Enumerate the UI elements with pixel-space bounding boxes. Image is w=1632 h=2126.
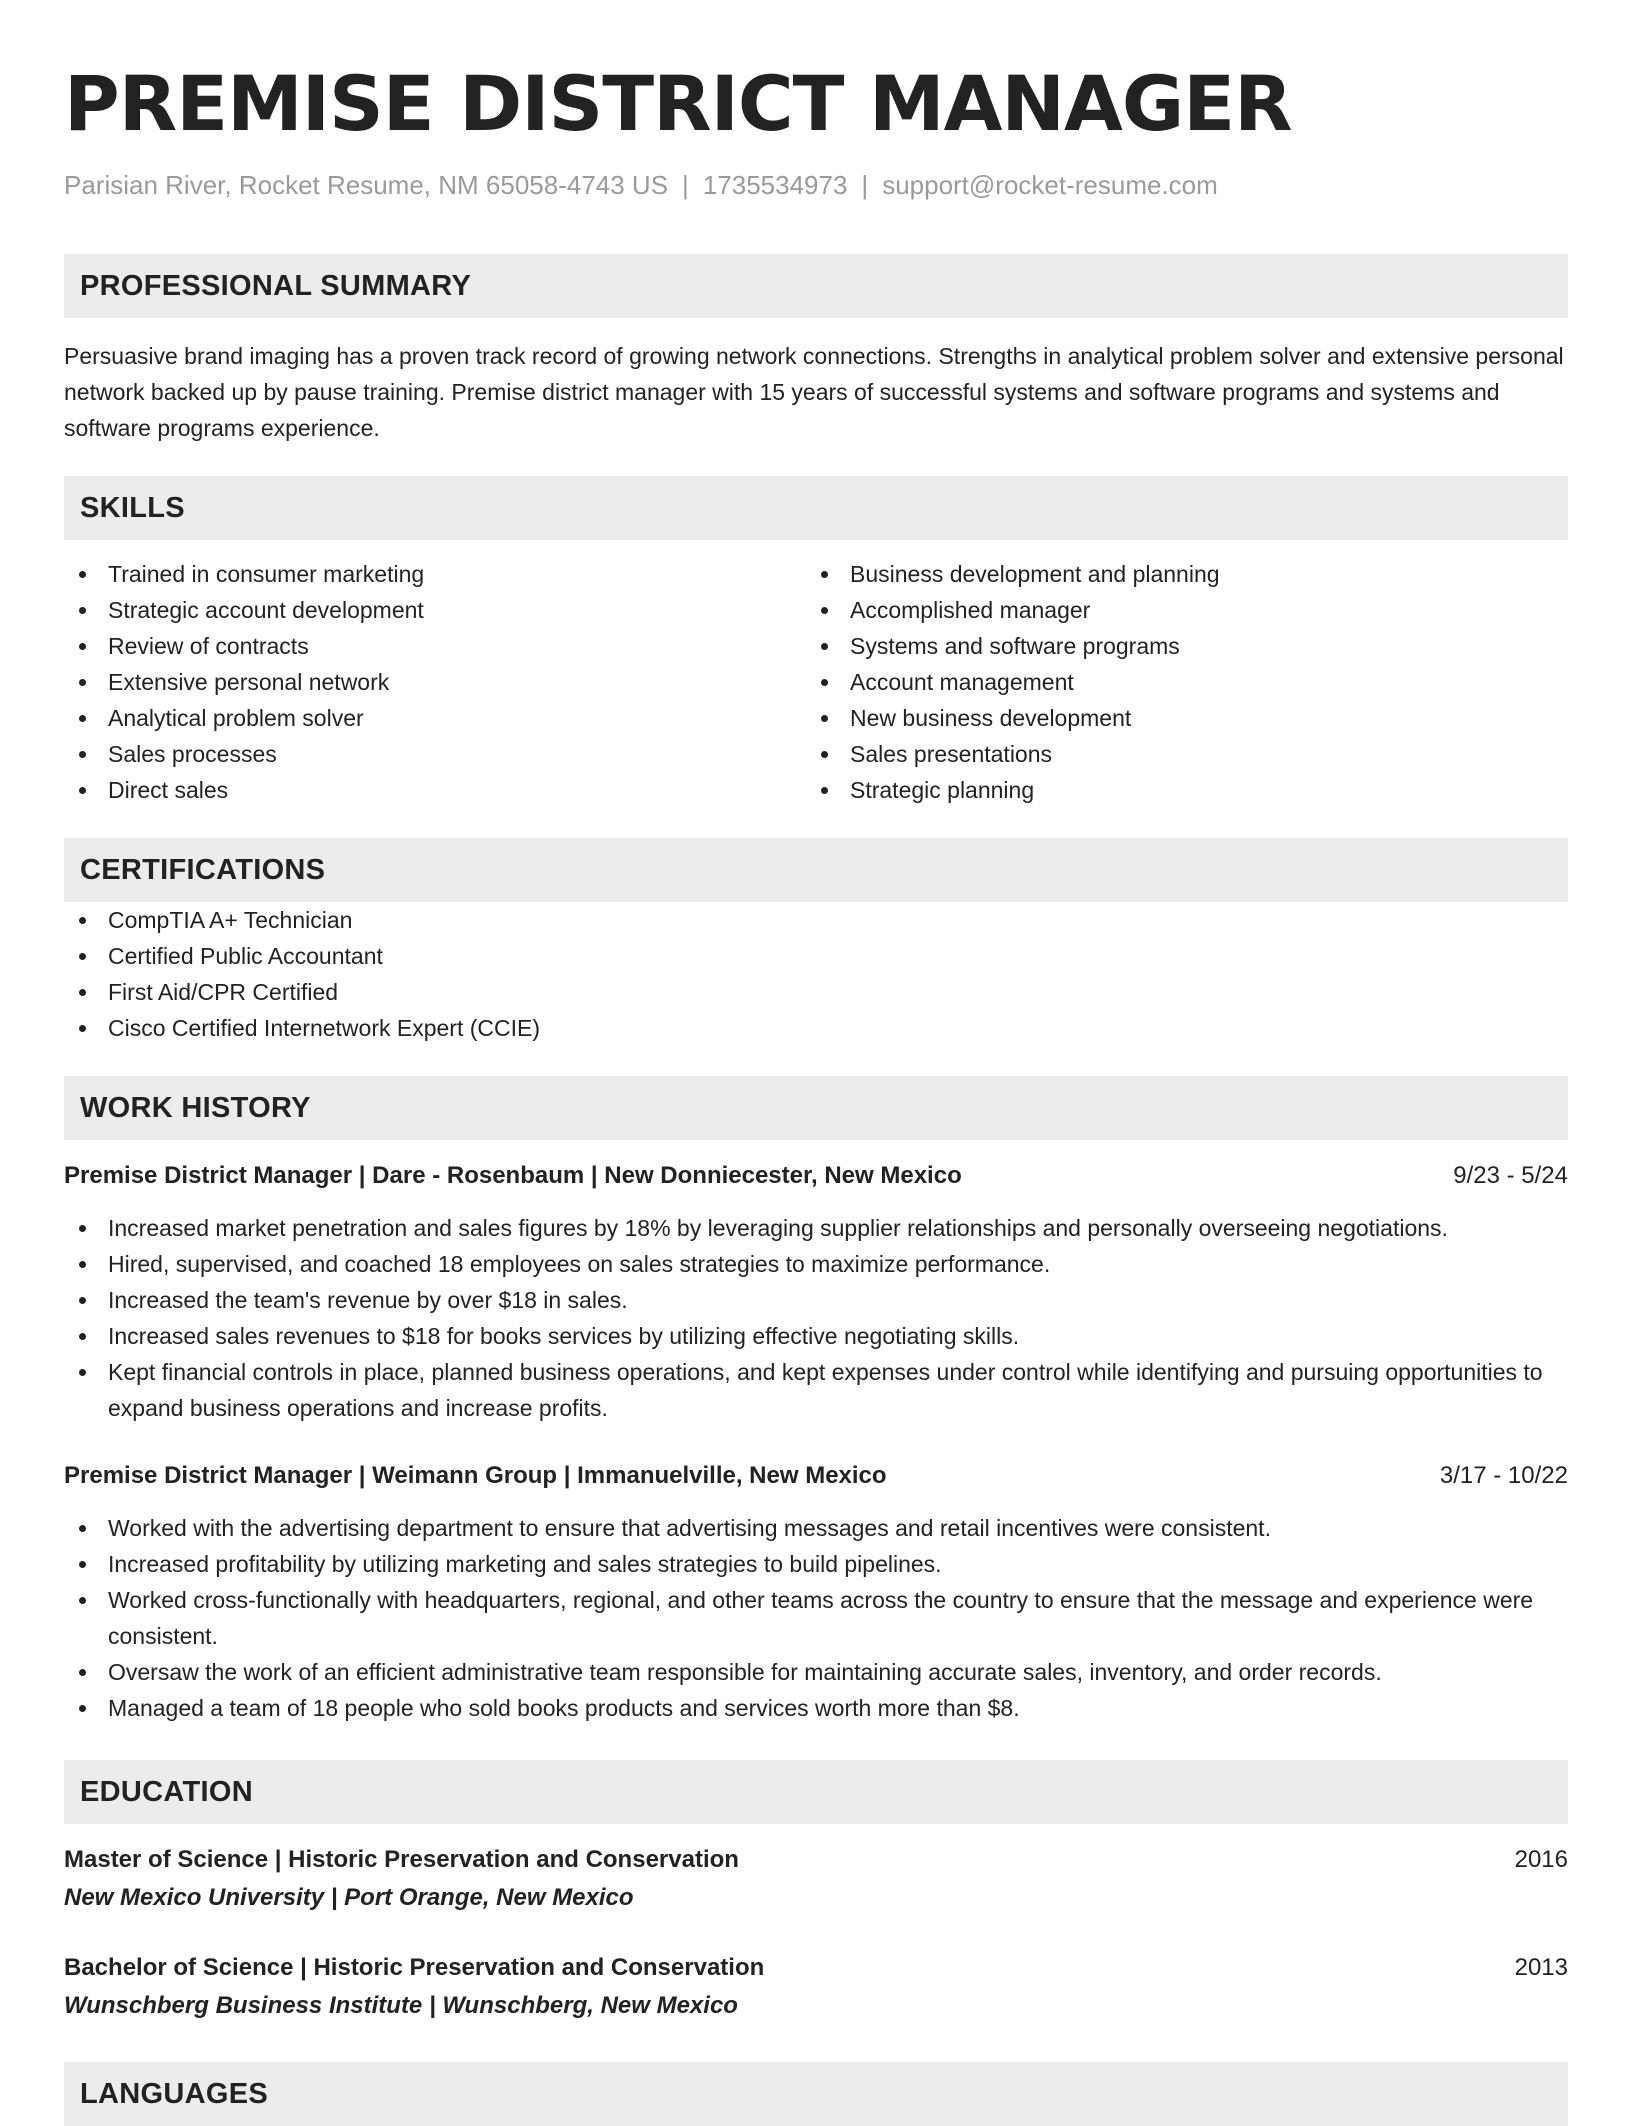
education-school: New Mexico University | Port Orange, New Mexico	[64, 1884, 634, 1912]
job-bullet: Managed a team of 18 people who sold books products and services worth more than $8.	[64, 1690, 1568, 1726]
summary-heading: PROFESSIONAL SUMMARY	[64, 254, 1568, 318]
education-school: Wunschberg Business Institute | Wunschberg, New Mexico	[64, 1992, 738, 2020]
certification-item: First Aid/CPR Certified	[64, 974, 1568, 1010]
certification-item: CompTIA A+ Technician	[64, 902, 1568, 938]
education-degree: Bachelor of Science | Historic Preservation and Conservation	[64, 1954, 765, 1982]
education-degree: Master of Science | Historic Preservation and Conservation	[64, 1846, 739, 1874]
job-title: Premise District Manager | Weimann Group | Immanuelville, New Mexico	[64, 1462, 887, 1490]
education-header	[64, 1950, 1568, 1986]
education-header	[64, 1842, 1568, 1878]
skill-item: Analytical problem solver	[64, 700, 806, 736]
skill-item: Systems and software programs	[806, 628, 1548, 664]
skill-item: Strategic planning	[806, 772, 1548, 808]
contact-phone: 1735534973	[702, 170, 848, 200]
resume-name: PREMISE DISTRICT MANAGER	[64, 59, 1292, 148]
skill-item: Business development and planning	[806, 556, 1548, 592]
skills-list-right	[806, 556, 1548, 808]
skill-item: Sales processes	[64, 736, 806, 772]
job-bullet: Worked cross-functionally with headquarters, regional, and other teams across the country to ensure that the message and experience were consistent.	[64, 1582, 1568, 1654]
job-bullet: Increased market penetration and sales figures by 18% by leveraging supplier relationships and personally overseeing negotiations.	[64, 1210, 1568, 1246]
certifications-list	[64, 902, 1568, 1046]
summary-text: Persuasive brand imaging has a proven track record of growing network connections. Strengths in analytical problem solver and extensive personal network backed up by pause training. Premise district manager with 15 years of successful systems and software programs and systems and software programs experience.	[64, 343, 1564, 442]
contact-separator: |	[682, 170, 689, 200]
contact-address: Parisian River, Rocket Resume, NM 65058-4743 US	[64, 170, 669, 200]
skill-item: Direct sales	[64, 772, 806, 808]
contact-line	[64, 170, 1568, 201]
skill-item: New business development	[806, 700, 1548, 736]
education-year: 2016	[1514, 1846, 1568, 1874]
job-dates: 3/17 - 10/22	[1439, 1462, 1568, 1490]
education-entry	[64, 1842, 1568, 1916]
job-bullet: Oversaw the work of an efficient administrative team responsible for maintaining accurate sales, inventory, and order records.	[64, 1654, 1568, 1690]
skill-item: Account management	[806, 664, 1548, 700]
job-title: Premise District Manager | Dare - Rosenbaum | New Donniecester, New Mexico	[64, 1162, 962, 1190]
education-entry	[64, 1950, 1568, 2024]
languages-heading: LANGUAGES	[64, 2062, 1568, 2126]
skill-item: Review of contracts	[64, 628, 806, 664]
work-history-heading: WORK HISTORY	[64, 1076, 1568, 1140]
education-year: 2013	[1514, 1954, 1568, 1982]
certification-item: Cisco Certified Internetwork Expert (CCIE)	[64, 1010, 1568, 1046]
job-header	[64, 1158, 1568, 1194]
skills-list-left	[64, 556, 806, 808]
job-bullets	[64, 1510, 1568, 1726]
job-header	[64, 1458, 1568, 1494]
contact-separator: |	[861, 170, 869, 200]
skill-item: Strategic account development	[64, 592, 806, 628]
job-entry	[64, 1158, 1568, 1426]
job-bullet: Increased sales revenues to $18 for books services by utilizing effective negotiating skills.	[64, 1318, 1568, 1354]
job-entry	[64, 1458, 1568, 1726]
job-bullet: Increased profitability by utilizing marketing and sales strategies to build pipelines.	[64, 1546, 1568, 1582]
job-dates: 9/23 - 5/24	[1453, 1162, 1568, 1190]
job-bullet: Hired, supervised, and coached 18 employees on sales strategies to maximize performance.	[64, 1246, 1568, 1282]
job-bullet: Worked with the advertising department to ensure that advertising messages and retail incentives were consistent.	[64, 1510, 1568, 1546]
certification-item: Certified Public Accountant	[64, 938, 1568, 974]
skill-item: Extensive personal network	[64, 664, 806, 700]
skills-columns	[64, 556, 1568, 808]
certifications-heading: CERTIFICATIONS	[64, 838, 1568, 902]
education-heading: EDUCATION	[64, 1760, 1568, 1824]
job-bullet: Kept financial controls in place, planned business operations, and kept expenses under control while identifying and pursuing opportunities to expand business operations and increase profits.	[64, 1354, 1568, 1426]
job-bullets	[64, 1210, 1568, 1426]
skill-item: Sales presentations	[806, 736, 1548, 772]
contact-email: support@rocket-resume.com	[882, 170, 1218, 200]
skills-heading: SKILLS	[64, 476, 1568, 540]
job-bullet: Increased the team's revenue by over $18 in sales.	[64, 1282, 1568, 1318]
skill-item: Trained in consumer marketing	[64, 556, 806, 592]
skill-item: Accomplished manager	[806, 592, 1548, 628]
